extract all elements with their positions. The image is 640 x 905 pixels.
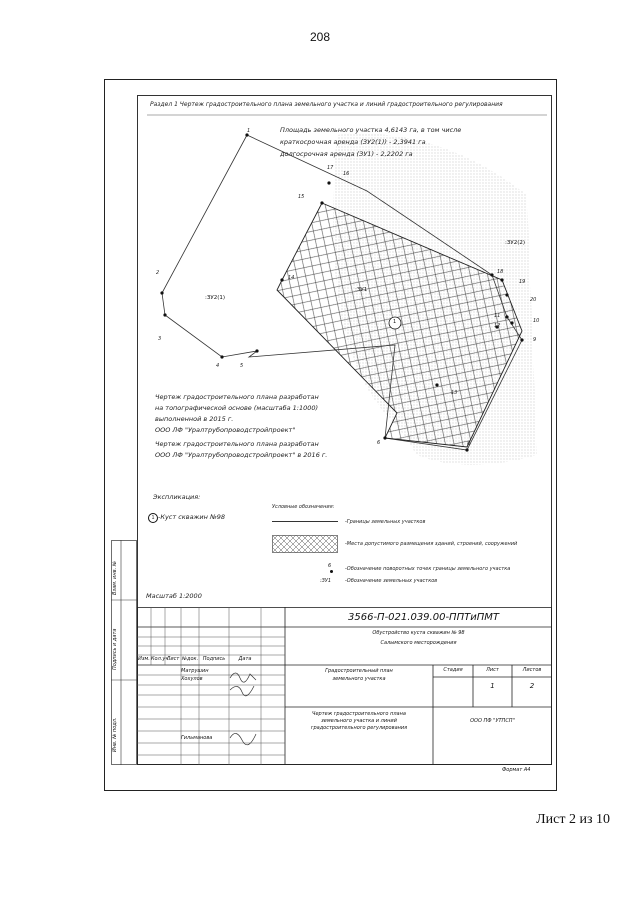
legend-text-2: -Места допустимого размещения зданий, строений, сооружений — [345, 541, 518, 547]
legend-title: Условные обозначения: — [272, 504, 335, 510]
col-podpis: Подпись — [202, 656, 226, 662]
name-1: Матрушин — [181, 668, 209, 674]
legend-text-3: -Обозначение поворотных точек границы земельного участка — [345, 566, 511, 572]
point-8: 8 — [467, 441, 471, 447]
col-list: Лист — [166, 656, 180, 662]
point-5: 5 — [240, 363, 244, 369]
point-13: 13 — [451, 390, 458, 396]
scale-label: Масштаб 1:2000 — [146, 592, 202, 600]
page-footer: Лист 2 из 10 — [536, 812, 610, 827]
sheets-head: Листов — [522, 667, 542, 673]
point-4: 4 — [216, 363, 220, 369]
legend-symbol-3: 6 — [328, 563, 332, 569]
legend-point-dot — [330, 570, 333, 573]
col-koluch: Кол.уч. — [151, 656, 170, 662]
side-strip-sign: Подпись и дата — [112, 628, 118, 670]
signatures — [228, 668, 258, 748]
sheet-title-2: земельного участка — [332, 676, 386, 682]
organization: ООО ПФ "УТПСП" — [470, 718, 515, 724]
well-number: 1 — [393, 319, 397, 325]
area-line-1: Площадь земельного участка 4,6143 га, в том числе — [280, 126, 462, 134]
point-19: 19 — [519, 279, 526, 285]
legend-symbol-4: :ЗУ1 — [320, 578, 332, 584]
point-18: 18 — [497, 269, 504, 275]
legend-text-4: -Обозначение земельных участков — [345, 578, 438, 584]
name-2: Хохулов — [181, 676, 203, 682]
parcel-label-zu1: :ЗУ1 — [355, 287, 368, 293]
explication-title: Экспликация: — [153, 493, 201, 501]
side-strip-inv: Взам. инв. № — [112, 561, 118, 595]
note-line-4: ООО ЛФ "Уралтрубопроводстройпроект" — [155, 426, 296, 434]
document-code: 3566-П-021.039.00-ППТиПМТ — [348, 612, 499, 623]
col-izm: Изм. — [138, 656, 150, 662]
point-9: 9 — [533, 337, 537, 343]
point-17: 17 — [327, 165, 334, 171]
stage-head: Стадия — [443, 667, 463, 673]
sheets-value: 2 — [529, 682, 535, 690]
side-strip-orig: Инв. № подл. — [112, 717, 118, 752]
sheet-head: Лист — [486, 667, 499, 673]
paper-format: Формат А4 — [502, 767, 531, 773]
name-3: Гильманова — [181, 735, 213, 741]
parcel-label-zu2-2: :ЗУ2(2) — [505, 240, 526, 246]
point-15: 15 — [298, 194, 305, 200]
note-line-3: выполненной в 2015 г. — [155, 415, 234, 423]
parcel-label-zu2-1: :ЗУ2(1) — [205, 295, 226, 301]
sheet-value: 1 — [490, 682, 495, 690]
note-line-1: Чертеж градостроительного плана разработан — [155, 393, 319, 401]
legend-hatch-swatch — [272, 535, 338, 553]
legend-boundary-swatch — [272, 521, 338, 522]
note-line-2: на топографической основе (масштаба 1:1000) — [155, 404, 319, 412]
point-3: 3 — [158, 336, 162, 342]
point-14: 14 — [288, 275, 295, 281]
drawing-name-3: градостроительного регулирования — [310, 725, 408, 731]
page-number: 208 — [309, 30, 331, 44]
point-12: 12 — [494, 323, 501, 329]
area-line-2: краткосрочная аренда (ЗУ2(1)) - 2,3941 га — [280, 138, 426, 146]
note-line-5: Чертеж градостроительного плана разработан — [155, 440, 319, 448]
explication-item: -Куст скважин №98 — [158, 513, 225, 521]
drawing-name-2: земельного участка и линий — [321, 718, 397, 724]
legend-text-1: -Границы земельных участков — [345, 519, 426, 525]
col-ndok: №док. — [181, 656, 199, 662]
sheet-title-1: Градостроительный план — [325, 668, 393, 674]
point-20: 20 — [530, 297, 537, 303]
point-10: 10 — [533, 318, 540, 324]
project-line-2: Салымского месторождения — [380, 640, 457, 646]
drawing-title: Раздел 1 Чертеж градостроительного плана земельного участка и линий градостроительного регулирования — [150, 101, 503, 108]
point-11: 11 — [494, 313, 501, 319]
col-data: Дата — [238, 656, 252, 662]
drawing-name-1: Чертеж градостроительного плана — [312, 711, 406, 717]
point-2: 2 — [156, 270, 160, 276]
point-6: 6 — [377, 440, 381, 446]
point-16: 16 — [343, 171, 350, 177]
area-line-3: долгосрочная аренда (ЗУ1) - 2,2202 га — [280, 150, 413, 158]
explication-number: 1 — [148, 513, 158, 523]
note-line-6: ООО ЛФ "Уралтрубопроводстройпроект" в 2016 г. — [155, 451, 328, 459]
project-line-1: Обустройство куста скважин № 98 — [372, 630, 465, 636]
point-1: 1 — [247, 128, 251, 134]
